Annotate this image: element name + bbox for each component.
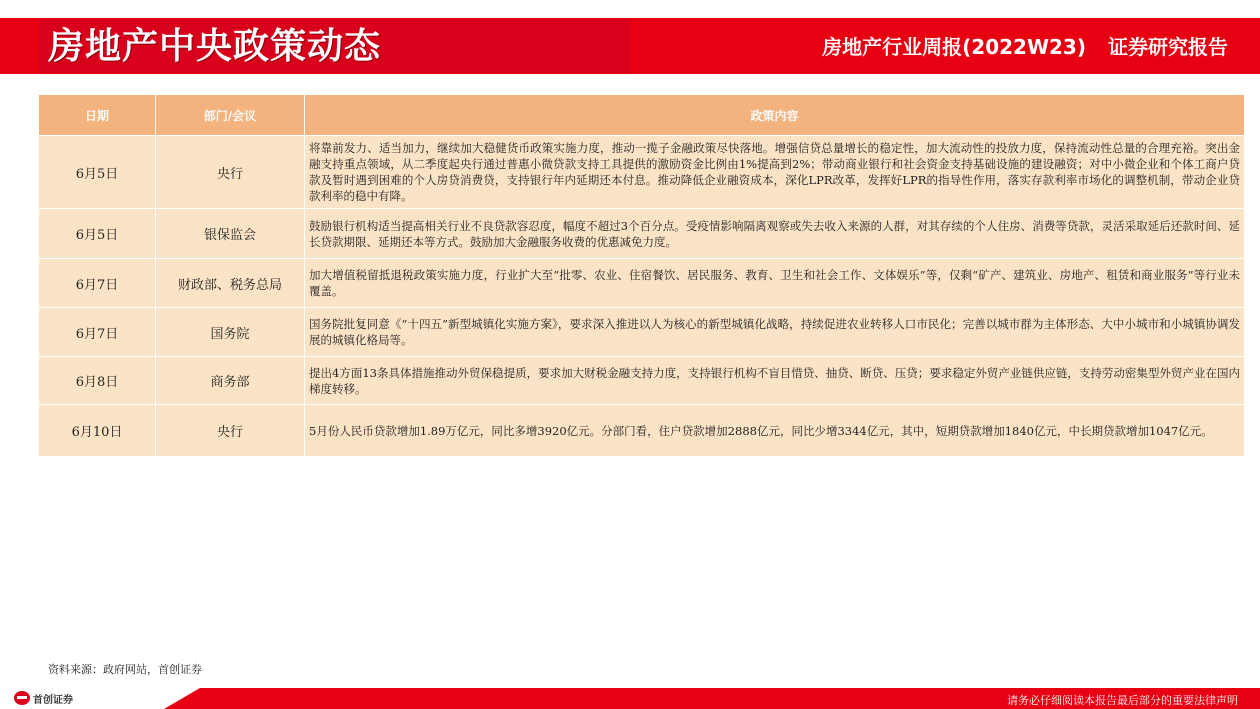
- row-dept: 国务院: [156, 308, 305, 357]
- row-date: 6月7日: [39, 308, 156, 357]
- column-header-date: 日期: [39, 95, 156, 136]
- company-logo: [14, 690, 73, 706]
- column-header-content: 政策内容: [305, 95, 1245, 136]
- table-row: [39, 209, 1245, 259]
- row-content: 加大增值税留抵退税政策实施力度，行业扩大至“批零、农业、住宿餐饮、居民服务、教育、卫生和社会工作、文体娱乐”等，仅剩“矿产、建筑业、房地产、租赁和商业服务”等行业未覆盖。: [305, 259, 1245, 308]
- row-dept: 央行: [156, 136, 305, 209]
- report-header: [822, 34, 1228, 60]
- row-date: 6月7日: [39, 259, 156, 308]
- table-row: [39, 136, 1245, 209]
- logo-mark-icon: [14, 691, 30, 705]
- column-header-dept: 部门/会议: [156, 95, 305, 136]
- table-row: [39, 259, 1245, 308]
- row-content: 国务院批复同意《“十四五”新型城镇化实施方案》，要求深入推进以人为核心的新型城镇化战略，持续促进农业转移人口市民化；完善以城市群为主体形态、大中小城市和小城镇协调发展的城镇化格局等。: [305, 308, 1245, 357]
- table-header-row: [39, 95, 1245, 136]
- report-type: 证券研究报告: [1108, 35, 1228, 59]
- page-title: 房地产中央政策动态: [48, 25, 382, 67]
- source-note: 资料来源：政府网站，首创证券: [48, 663, 202, 676]
- row-dept: 商务部: [156, 357, 305, 405]
- row-date: 6月8日: [39, 357, 156, 405]
- policy-table: [38, 94, 1245, 457]
- row-date: 6月5日: [39, 136, 156, 209]
- row-date: 6月10日: [39, 405, 156, 457]
- row-content: 将靠前发力、适当加力，继续加大稳健货币政策实施力度，推动一揽子金融政策尽快落地。增强信贷总量增长的稳定性，加大流动性的投放力度，保持流动性总量的合理充裕。突出金融支持重点领域，从二季度起央行通过普惠小微贷款支持工具提供的激励资金比例由1%提高到2%；带动商业银行和社会资金支持基础设施的建设融资；对中小微企业和个体工商户贷款及暂时遇到困难的个人房贷消费贷，支持银行年内延期还本付息。推动降低企业融资成本，深化LPR改革，发挥好LPR的指导性作用，落实存款利率市场化的调整机制，带动企业贷款利率的稳中有降。: [305, 136, 1245, 209]
- row-content: 鼓励银行机构适当提高相关行业不良贷款容忍度，幅度不超过3个百分点。受疫情影响隔离观察或失去收入来源的人群，对其存续的个人住房、消费等贷款，灵活采取延后还款时间、延长贷款期限、延期还本等方式。鼓励加大金融服务收费的优惠减免力度。: [305, 209, 1245, 259]
- table-row: [39, 357, 1245, 405]
- row-content: 5月份人民币贷款增加1.89万亿元，同比多增3920亿元。分部门看，住户贷款增加2888亿元，同比少增3344亿元，其中，短期贷款增加1840亿元，中长期贷款增加1047亿元。: [305, 405, 1245, 457]
- row-content: 提出4方面13条具体措施推动外贸保稳提质，要求加大财税金融支持力度，支持银行机构不盲目惜贷、抽贷、断贷、压贷；要求稳定外贸产业链供应链，支持劳动密集型外贸产业在国内梯度转移。: [305, 357, 1245, 405]
- table-row: [39, 405, 1245, 457]
- row-dept: 央行: [156, 405, 305, 457]
- footer-disclaimer: 请务必仔细阅读本报告最后部分的重要法律声明: [1007, 694, 1238, 707]
- report-name: 房地产行业周报(2022W23): [822, 35, 1086, 59]
- row-dept: 银保监会: [156, 209, 305, 259]
- table-row: [39, 308, 1245, 357]
- row-date: 6月5日: [39, 209, 156, 259]
- logo-text: 首创证券: [33, 694, 73, 706]
- row-dept: 财政部、税务总局: [156, 259, 305, 308]
